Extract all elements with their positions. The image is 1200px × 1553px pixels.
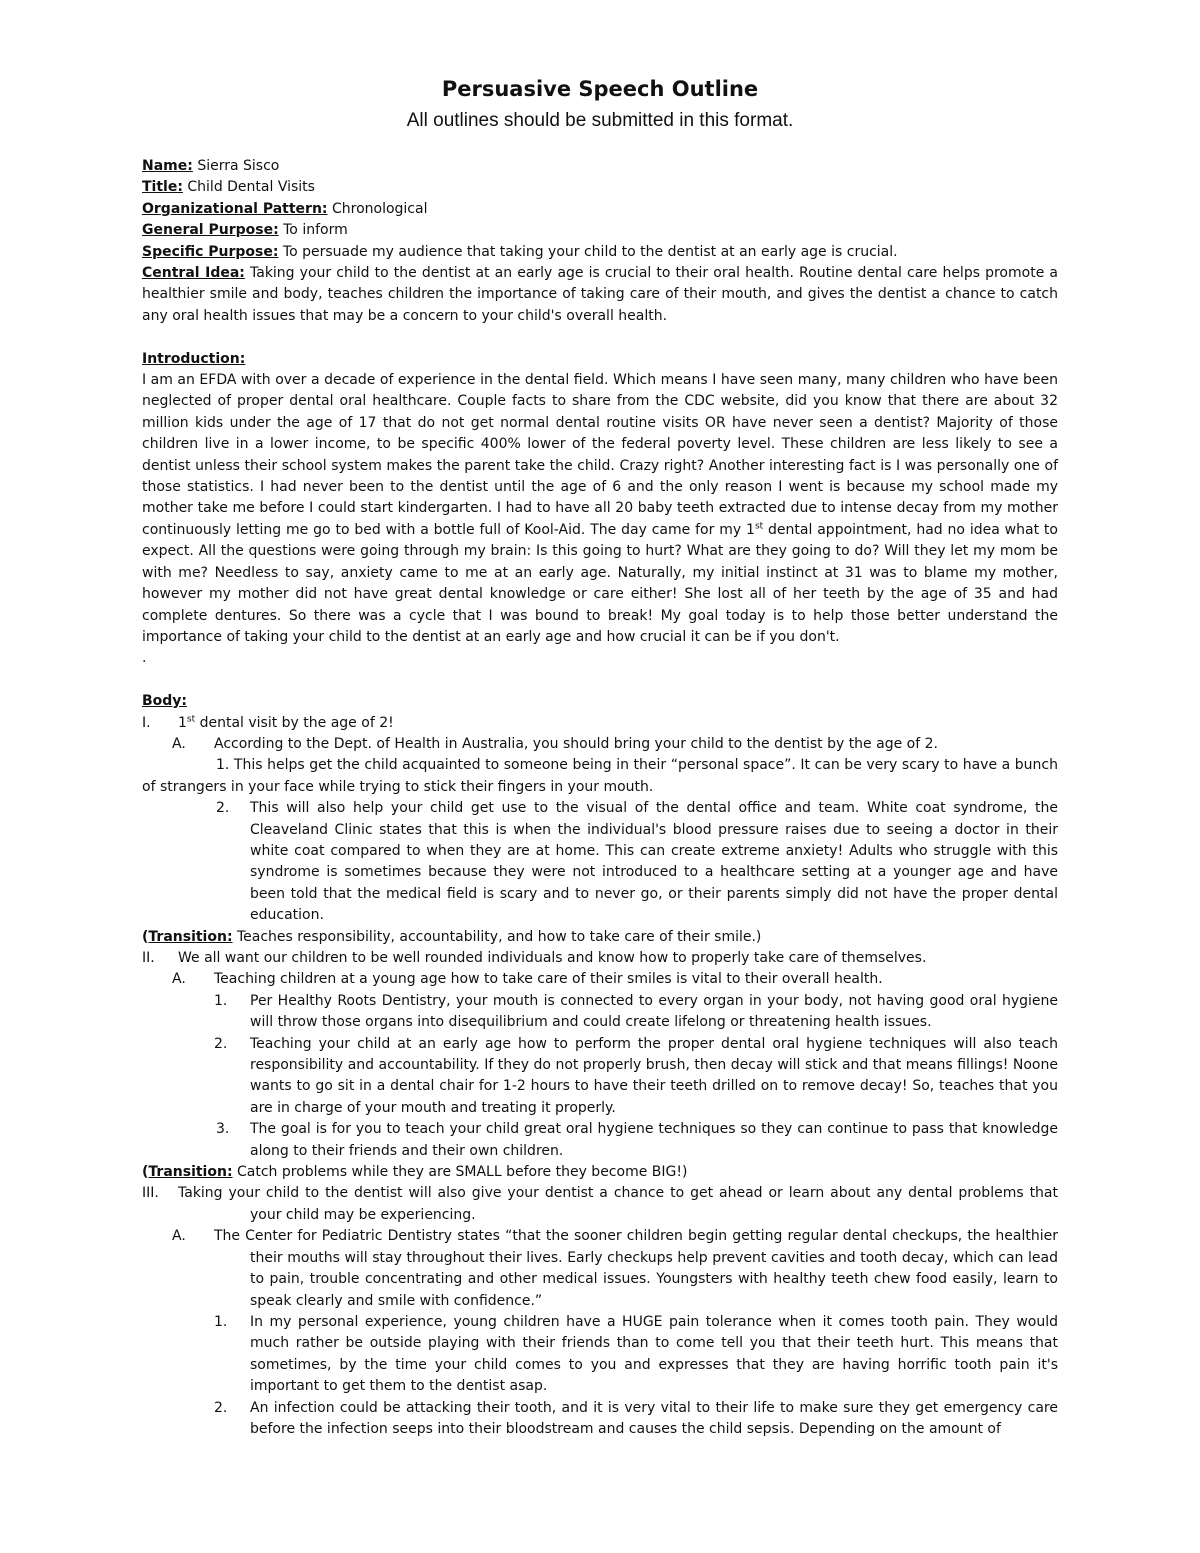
introduction-superscript: st (754, 521, 764, 532)
transition-1-paren: ( (142, 928, 149, 945)
sub-sub-point-2a2-number: 2. (214, 1035, 228, 1052)
sub-point-1a-text: According to the Dept. of Health in Australia, you should bring your child to the dentist by the age of 2. (214, 735, 938, 752)
main-point-1-text-b: dental visit by the age of 2! (195, 714, 394, 731)
title-value: Child Dental Visits (187, 179, 315, 196)
sub-sub-point-3a2-text: An infection could be attacking their tooth, and it is very vital to their life to make sure they get emergency care before the infection seeps into their bloodstream and causes the child sepsis. Depending on the amount of (250, 1399, 1058, 1437)
main-point-2-number: II. (142, 950, 155, 966)
sub-point-2a-number: A. (172, 971, 186, 988)
sub-sub-point-2a2-text: Teaching your child at an early age how to perform the proper dental oral hygiene techniques will also teach responsibility and accountability. If they do not properly brush, then decay will stick and that means fillings! Noone wants to go sit in a dental chair for 1-2 hours to have their teeth drilled on to remove decay! So, teaches that you are in charge of your mouth and treating it properly. (250, 1035, 1058, 1116)
general-purpose-value: To inform (283, 222, 348, 239)
specific-purpose-line (142, 242, 1058, 263)
sub-sub-point-2a1-text: Per Healthy Roots Dentistry, your mouth is connected to every organ in your body, not having good oral hygiene will throw those organs into disequilibrium and could create lifelong or threatening health issues. (250, 992, 1058, 1031)
general-purpose-line (142, 220, 1058, 241)
sub-sub-point-1a1: 1. This helps get the child acquainted to someone being in their “personal space”. It can be very scary to have a bunch of strangers in your face while trying to stick their fingers in your mouth. (142, 757, 1058, 795)
transition-2-paren: ( (142, 1164, 149, 1181)
sub-sub-point-3a1-number: 1. (214, 1313, 228, 1330)
name-line (142, 156, 1058, 177)
central-idea-paragraph (142, 263, 1058, 327)
sub-sub-point-2a2 (142, 1034, 1058, 1120)
sub-point-2a (142, 969, 1058, 990)
sub-point-3a (142, 1226, 1058, 1312)
body-heading: Body: (142, 693, 188, 710)
specific-purpose-label: Specific Purpose: (142, 243, 279, 260)
sub-sub-point-1a2-text: This will also help your child get use to the visual of the dental office and team. White coat syndrome, the Cleaveland Clinic states that this is when the individual's blood pressure raises due to seeing a doctor in their white coat compared to when they are at home. This can create extreme anxiety! Adults who struggle with this syndrome is sometimes because they were not introduced to a healthcare setting at a younger age and have been told that the medical field is scary and to never go, or their parents simply did not have the proper dental education. (250, 800, 1058, 924)
transition-2 (142, 1162, 1058, 1183)
main-point-1-text-a: 1 (178, 714, 187, 731)
document-subtitle: All outlines should be submitted in this format. (406, 110, 794, 131)
sub-point-3a-text: The Center for Pediatric Dentistry states “that the sooner children begin getting regular dental checkups, the healthier their mouths will stay throughout their lives. Early checkups help prevent cavities and tooth decay, which can lead to pain, trouble concentrating and other medical issues. Youngsters with healthy teeth chew food easily, learn to speak clearly and smile with confidence.” (214, 1228, 1058, 1309)
sub-point-3a-number: A. (172, 1228, 186, 1245)
transition-1 (142, 927, 1058, 948)
sub-point-2a-text: Teaching children at a young age how to take care of their smiles is vital to their overall health. (214, 971, 883, 988)
pattern-line (142, 199, 1058, 220)
main-point-3 (142, 1183, 1058, 1226)
introduction-paragraph (142, 370, 1058, 648)
document-content (142, 156, 1058, 1440)
transition-2-label: Transition: (148, 1164, 233, 1181)
sub-sub-point-2a1 (142, 991, 1058, 1034)
sub-point-1a (142, 734, 1058, 755)
pattern-value: Chronological (331, 200, 428, 217)
main-point-1 (142, 713, 1058, 734)
sub-sub-point-3a2-number: 2. (214, 1399, 228, 1416)
sub-sub-point-1a2 (142, 798, 1058, 926)
introduction-text-a: I am an EFDA with over a decade of experience in the dental field. Which means I have seen many, many children who have been neglected of proper dental oral healthcare. Couple facts to share from the CDC website, did you know that there are about 32 million kids under the age of 17 that do not get normal dental routine visits OR have never seen a dentist? Majority of those children live in a lower income, to be specific 400% lower of the federal poverty level. These children are less likely to see a dentist unless their school system makes the parent take the child. Crazy right? Another interesting fact is I was personally one of those statistics. I had never been to the dentist until the age of 6 and the only reason I went is because my school made my mother take me before I could start kindergarten. I had to have all 20 baby teeth extracted due to intense decay from my mother continuously letting me go to bed with a bottle full of Kool-Aid. The day came for my 1 (142, 372, 1058, 538)
name-value: Sierra Sisco (197, 158, 280, 174)
sub-sub-point-2a3-text: The goal is for you to teach your child great oral hygiene techniques so they can continue to pass that knowledge along to their friends and their own children. (250, 1121, 1058, 1159)
name-label: Name: (142, 158, 193, 174)
sub-sub-point-2a1-number: 1. (214, 992, 228, 1009)
main-point-1-superscript: st (186, 713, 196, 724)
sub-sub-point-2a3-number: 3. (216, 1121, 230, 1138)
main-point-2 (142, 948, 1058, 969)
specific-purpose-value: To persuade my audience that taking your child to the dentist at an early age is crucial. (282, 243, 898, 260)
title-line (142, 177, 1058, 198)
main-point-2-text: We all want our children to be well rounded individuals and know how to properly take care of themselves. (178, 950, 927, 966)
general-purpose-label: General Purpose: (142, 222, 279, 239)
sub-sub-point-1a2-number: 2. (216, 800, 230, 817)
main-point-3-number: III. (142, 1185, 159, 1202)
introduction-dot: . (142, 650, 147, 667)
main-point-3-text: Taking your child to the dentist will also give your dentist a chance to get ahead or learn about any dental problems that your child may be experiencing. (178, 1185, 1058, 1223)
title-label: Title: (142, 179, 183, 196)
pattern-label: Organizational Pattern: (142, 200, 328, 217)
sub-sub-point-3a1 (142, 1312, 1058, 1398)
introduction-text-b: dental appointment, had no idea what to expect. All the questions were going through my brain: Is this going to hurt? What are they going to do? Will they let my mom be with me? Needless to say, anxiety came to me at an early age. Naturally, my initial instinct at 31 was to blame my mother, however my mother did not have great dental knowledge or care either! She lost all of her teeth by the age of 35 and had complete dentures. So there was a cycle that I was bound to break! My goal today is to help those better understand the importance of taking your child to the dentist at an early age and how crucial it can be if you don't. (142, 521, 1058, 645)
sub-sub-point-2a3 (142, 1119, 1058, 1162)
sub-sub-point-3a1-text: In my personal experience, young children have a HUGE pain tolerance when it comes tooth pain. They would much rather be outside playing with their friends than to come tell you that their teeth hurt. This means that sometimes, by the time your child comes to you and expresses that they are having horrific tooth pain it's important to get them to the dentist asap. (250, 1313, 1058, 1395)
transition-2-text: Catch problems while they are SMALL before they become BIG!) (232, 1164, 688, 1181)
transition-1-text: Teaches responsibility, accountability, and how to take care of their smile.) (232, 928, 762, 945)
document-title: Persuasive Speech Outline (441, 77, 759, 101)
central-idea-value: Taking your child to the dentist at an early age is crucial to their oral health. Routine dental care helps promote a healthier smile and body, teaches children the importance of taking care of their mouth, and gives the dentist a chance to catch any oral health issues that may be a concern to your child's overall health. (142, 265, 1058, 324)
sub-point-1a-number: A. (172, 735, 186, 752)
introduction-heading: Introduction: (142, 350, 246, 367)
main-point-1-number: I. (142, 714, 151, 731)
transition-1-label: Transition: (148, 928, 233, 945)
sub-sub-point-3a2 (142, 1398, 1058, 1441)
central-idea-label: Central Idea: (142, 265, 245, 282)
